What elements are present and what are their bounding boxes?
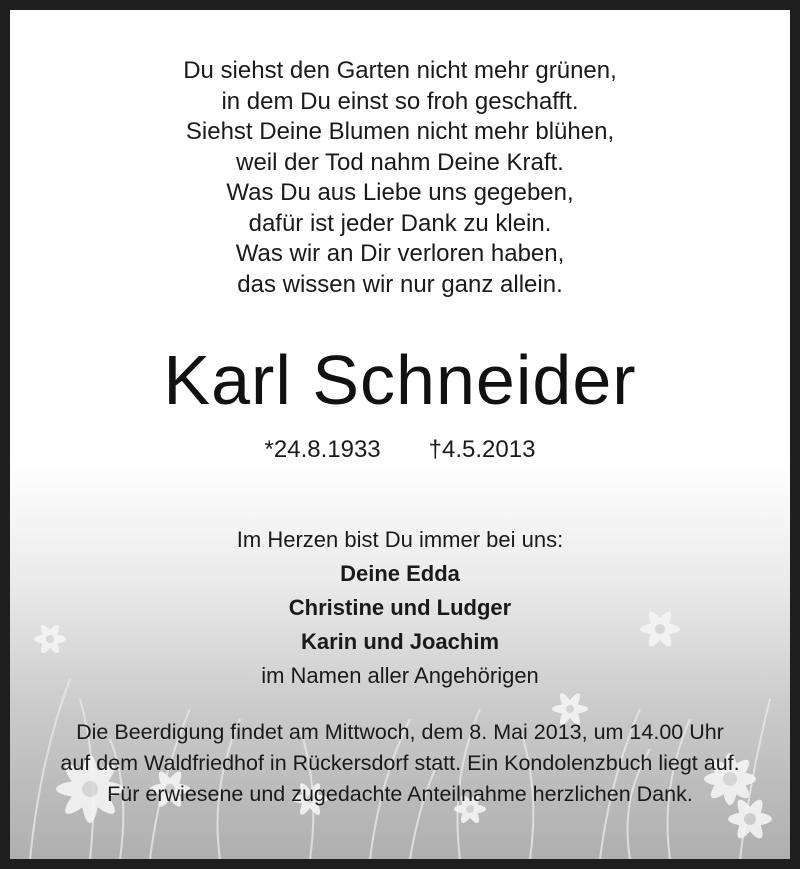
deceased-name: Karl Schneider [163,341,637,419]
poem-line: dafür ist jeder Dank zu klein. [248,209,552,237]
poem-line: weil der Tod nahm Deine Kraft. [236,148,564,176]
poem-line: Siehst Deine Blumen nicht mehr blühen, [185,118,615,145]
birth-date: *24.8.1933 [264,436,381,463]
notice-line: Die Beerdigung findet am Mittwoch, dem 8. Mai 2013, um 14.00 Uhr [76,720,724,744]
life-dates [10,435,790,465]
funeral-notice [10,717,790,810]
notice-line: Für erwiesene und zugedachte Anteilnahme herzlichen Dank. [107,782,693,806]
mourners-intro: Im Herzen bist Du immer bei uns: [236,527,564,552]
death-date: †4.5.2013 [428,436,536,463]
mourner-name: Karin und Joachim [300,629,500,654]
poem-line: Was Du aus Liebe uns gegeben, [226,179,574,206]
poem-line: Du siehst den Garten nicht mehr grünen, [183,57,617,84]
memorial-poem [10,56,790,300]
mourner-name: Christine und Ludger [288,595,512,620]
poem-line: in dem Du einst so froh geschafft. [221,87,579,115]
mourners-closing: im Namen aller Angehörigen [261,663,539,688]
mourner-name: Deine Edda [340,561,460,586]
poem-line: Was wir an Dir verloren haben, [235,240,565,267]
mourners-block [10,523,790,693]
notice-line: auf dem Waldfriedhof in Rückersdorf statt. Ein Kondolenzbuch liegt auf. [60,751,740,775]
poem-line: das wissen wir nur ganz allein. [237,270,563,298]
